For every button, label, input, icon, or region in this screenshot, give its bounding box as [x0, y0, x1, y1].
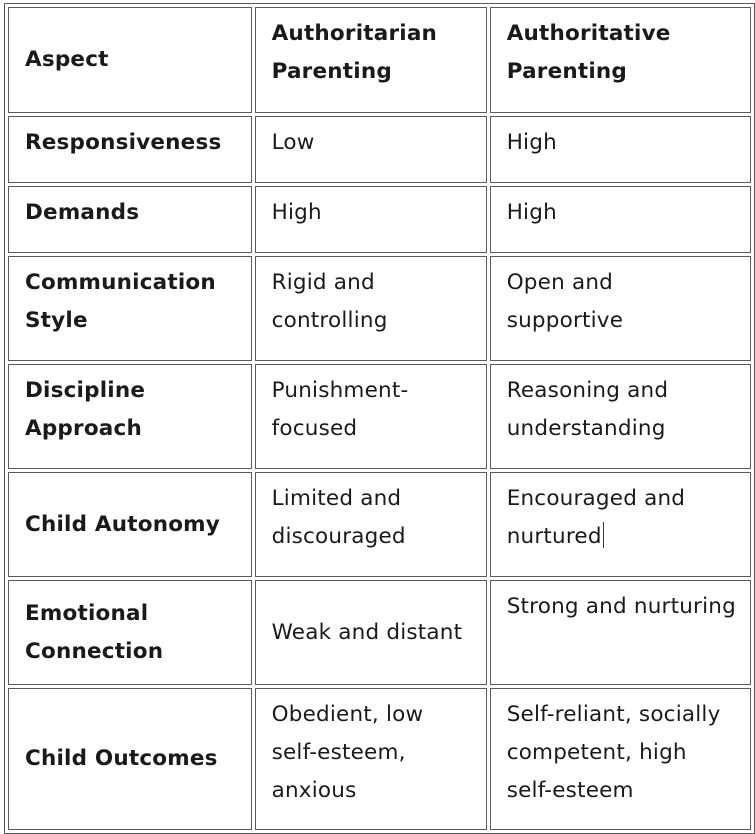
table-cell[interactable]: Strong and nurturing	[490, 580, 751, 685]
text-cursor	[603, 522, 604, 548]
table-row	[8, 364, 751, 469]
table-cell[interactable]: High	[255, 186, 487, 253]
table-cell[interactable]: Low	[255, 116, 487, 183]
table-cell[interactable]: Limited and discouraged	[255, 472, 487, 577]
table-header-row	[8, 7, 751, 113]
table-cell[interactable]: Open and supportive	[490, 256, 751, 361]
row-label-cell[interactable]: Communication Style	[8, 256, 252, 361]
table-row	[8, 472, 751, 577]
table-row	[8, 688, 751, 830]
row-label-cell[interactable]: Child Autonomy	[8, 472, 252, 577]
table-cell[interactable]: Rigid and controlling	[255, 256, 487, 361]
comparison-table	[4, 3, 755, 834]
table-row	[8, 116, 751, 183]
table-cell-active[interactable]	[490, 472, 751, 577]
row-label-cell[interactable]: Demands	[8, 186, 252, 253]
table-row	[8, 256, 751, 361]
row-label-cell[interactable]: Child Outcomes	[8, 688, 252, 830]
cell-text: Encouraged and nurtured	[506, 486, 686, 549]
row-label-cell[interactable]: Emotional Connection	[8, 580, 252, 685]
header-cell-authoritative[interactable]: Authoritative Parenting	[490, 7, 751, 113]
table-row	[8, 186, 751, 253]
table-row	[8, 580, 751, 685]
table-cell[interactable]: High	[490, 116, 751, 183]
table-cell[interactable]: Self-reliant, socially competent, high self-esteem	[490, 688, 751, 830]
header-cell-authoritarian[interactable]: Authoritarian Parenting	[255, 7, 487, 113]
table-cell[interactable]: Punishment-focused	[255, 364, 487, 469]
row-label-cell[interactable]: Discipline Approach	[8, 364, 252, 469]
table-cell[interactable]: Obedient, low self-esteem, anxious	[255, 688, 487, 830]
table-cell[interactable]: Reasoning and understanding	[490, 364, 751, 469]
row-label-cell[interactable]: Responsiveness	[8, 116, 252, 183]
header-cell-aspect[interactable]: Aspect	[8, 7, 252, 113]
table-cell[interactable]: Weak and distant	[255, 580, 487, 685]
table-cell[interactable]: High	[490, 186, 751, 253]
